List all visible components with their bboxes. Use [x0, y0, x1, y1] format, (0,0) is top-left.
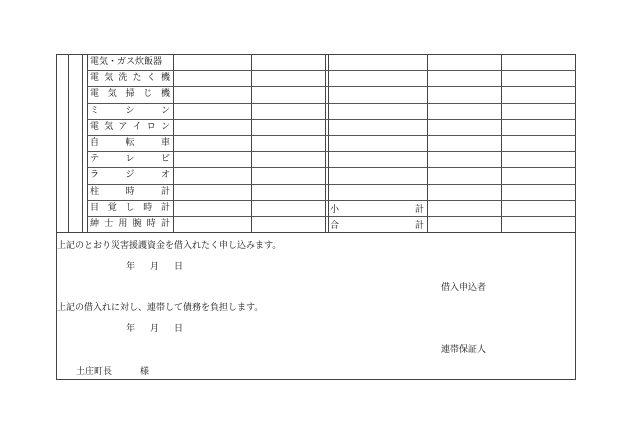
appliance-label-char: ジ — [125, 170, 135, 180]
appliance-label — [89, 216, 171, 232]
appliance-label-char: 自 — [90, 138, 100, 148]
appliance-label — [89, 54, 171, 70]
table-line — [87, 54, 88, 232]
table-bottom-line — [56, 232, 576, 233]
appliance-label — [89, 184, 171, 200]
subtotal-label: 小 計 — [330, 205, 424, 215]
appliance-label-char: ロ — [146, 122, 156, 132]
applicant-label: 借入申込者 — [441, 283, 487, 293]
addressee: 土庄町長 — [76, 367, 113, 377]
date-day: 日 — [174, 262, 184, 272]
appliance-label-char: 機 — [160, 89, 170, 99]
table-line — [328, 54, 329, 232]
appliance-label-char: 気 — [107, 89, 117, 99]
appliance-label — [89, 200, 171, 216]
appliance-label-char: 転 — [125, 138, 135, 148]
appliance-label-char: オ — [160, 170, 170, 180]
total-label: 合 計 — [330, 221, 424, 231]
table-line — [325, 54, 326, 232]
appliance-label-char: 柱 — [90, 187, 100, 197]
appliance-label-char: シ — [125, 106, 135, 116]
appliance-label-char: 電 — [90, 122, 100, 132]
date2-year: 年 — [126, 324, 136, 334]
appliance-label-char: 車 — [160, 138, 170, 148]
appliance-label-char: し — [125, 203, 135, 213]
appliance-label — [89, 151, 171, 167]
appliance-label-char: 覚 — [107, 203, 117, 213]
appliance-label-char: 時 — [143, 203, 153, 213]
date2-month: 月 — [150, 324, 160, 334]
appliance-label-char: 電 — [90, 89, 100, 99]
appliance-label-char: く — [146, 73, 156, 83]
appliance-label-char: 時 — [125, 187, 135, 197]
appliance-label-char: レ — [125, 154, 135, 164]
appliance-label-char: ア — [118, 122, 128, 132]
appliance-label-char: ミ — [90, 106, 100, 116]
table-line — [68, 54, 69, 232]
appliance-label — [89, 167, 171, 183]
table-line — [501, 54, 502, 232]
appliance-label-char: 計 — [160, 203, 170, 213]
appliance-label-char: た — [132, 73, 142, 83]
appliance-label-char: 紳 — [90, 219, 100, 229]
appliance-label-char: 計 — [160, 219, 170, 229]
appliance-label — [89, 70, 171, 86]
table-line — [173, 54, 174, 232]
appliance-label-char: 電気・ガス炊飯器 — [90, 57, 163, 67]
table-line — [82, 54, 83, 232]
appliance-label-char: 用 — [118, 219, 128, 229]
appliance-label-char: 掃 — [125, 89, 135, 99]
appliance-label-char: 計 — [160, 187, 170, 197]
appliance-label-char: イ — [132, 122, 142, 132]
appliance-label-char: 洗 — [118, 73, 128, 83]
application-statement: 上記のとおり災害援護資金を借入れたく申し込みます。 — [57, 241, 282, 251]
appliance-label-char: 目 — [90, 203, 100, 213]
appliance-label-char: 電 — [90, 73, 100, 83]
guarantor-label: 連帯保証人 — [441, 345, 487, 355]
date-year: 年 — [126, 262, 136, 272]
appliance-label-char: 腕 — [132, 219, 142, 229]
honorific: 様 — [140, 367, 150, 377]
appliance-label — [89, 103, 171, 119]
guarantor-statement: 上記の借入れに対し、連帯して債務を負担します。 — [57, 303, 264, 313]
appliance-label-char: ン — [160, 122, 170, 132]
appliance-label — [89, 86, 171, 102]
appliance-label-char: 気 — [104, 73, 114, 83]
table-line — [427, 54, 428, 232]
appliance-label-char: 気 — [104, 122, 114, 132]
table-line — [251, 54, 252, 232]
date-month: 月 — [150, 262, 160, 272]
date2-day: 日 — [174, 324, 184, 334]
appliance-label-char: 機 — [160, 73, 170, 83]
appliance-label-char: ビ — [160, 154, 170, 164]
appliance-label-char: テ — [90, 154, 100, 164]
appliance-label-char: 士 — [104, 219, 114, 229]
appliance-label-char: 時 — [146, 219, 156, 229]
appliance-label-char: ン — [160, 106, 170, 116]
appliance-label-char: じ — [143, 89, 153, 99]
appliance-label-char: ラ — [90, 170, 100, 180]
appliance-label — [89, 135, 171, 151]
appliance-label — [89, 119, 171, 135]
